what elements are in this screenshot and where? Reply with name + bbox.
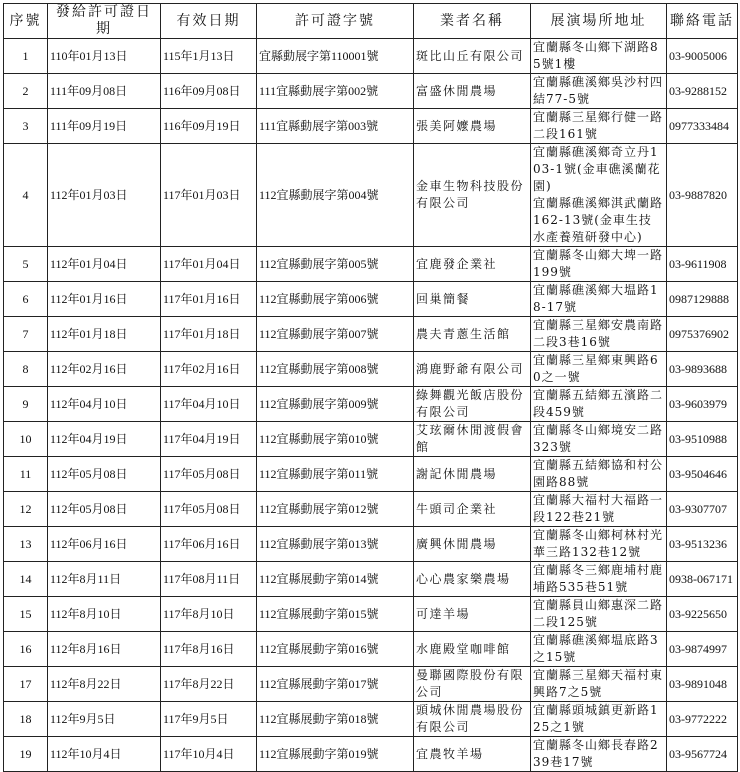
valid-date-cell: 117年02月16日 (161, 352, 257, 387)
address-cell: 宜蘭縣五結鄉五濱路二段459號 (531, 387, 667, 422)
issue-date-cell: 112年8月11日 (48, 562, 161, 597)
valid-date-cell: 116年09月08日 (161, 74, 257, 109)
table-row (4, 109, 738, 144)
valid-date-cell: 117年01月16日 (161, 282, 257, 317)
phone-cell: 0975376902 (667, 317, 738, 352)
table-row (4, 457, 738, 492)
phone-cell: 03-9307707 (667, 492, 738, 527)
table-row (4, 527, 738, 562)
address-line-1: 宜蘭縣礁溪鄉奇立丹103-1號(金車礁溪蘭花園) (533, 145, 661, 193)
seq-cell: 19 (4, 737, 48, 772)
permit-no-cell: 112宜縣動展字第011號 (257, 457, 414, 492)
issue-date-cell: 112年9月5日 (48, 702, 161, 737)
operator-name-cell: 曼聯國際股份有限公司 (414, 667, 531, 702)
address-cell: 宜蘭縣三星鄉東興路60之一號 (531, 352, 667, 387)
valid-date-cell: 117年01月03日 (161, 144, 257, 247)
phone-cell: 03-9887820 (667, 144, 738, 247)
issue-date-cell: 112年8月10日 (48, 597, 161, 632)
address-cell: 宜蘭縣員山鄉惠深二路二段125號 (531, 597, 667, 632)
valid-date-cell: 117年8月10日 (161, 597, 257, 632)
valid-date-cell: 117年01月18日 (161, 317, 257, 352)
valid-date-cell: 115年1月13日 (161, 39, 257, 74)
operator-name-cell: 艾玹爾休閒渡假會館 (414, 422, 531, 457)
header-address: 展演場所地址 (531, 4, 667, 39)
address-cell: 宜蘭縣三星鄉行健一路二段161號 (531, 109, 667, 144)
permit-no-cell: 宜縣動展字第110001號 (257, 39, 414, 74)
operator-name-cell: 綠舞觀光飯店股份有限公司 (414, 387, 531, 422)
table-row (4, 387, 738, 422)
seq-cell: 13 (4, 527, 48, 562)
issue-date-cell: 112年04月19日 (48, 422, 161, 457)
address-cell: 宜蘭縣三星鄉天福村東興路7之5號 (531, 667, 667, 702)
operator-name-cell: 宜農牧羊場 (414, 737, 531, 772)
operator-name-cell: 鴻鹿野爺有限公司 (414, 352, 531, 387)
table-row (4, 282, 738, 317)
permit-no-cell: 112宜縣展動字第014號 (257, 562, 414, 597)
issue-date-cell: 112年8月22日 (48, 667, 161, 702)
permit-no-cell: 112宜縣動展字第009號 (257, 387, 414, 422)
valid-date-cell: 117年04月10日 (161, 387, 257, 422)
issue-date-cell: 111年09月19日 (48, 109, 161, 144)
issue-date-cell: 112年01月18日 (48, 317, 161, 352)
table-row (4, 667, 738, 702)
phone-cell: 0987129888 (667, 282, 738, 317)
permit-no-cell: 112宜縣動展字第005號 (257, 247, 414, 282)
operator-name-cell: 牛頭司企業社 (414, 492, 531, 527)
table-row (4, 74, 738, 109)
issue-date-cell: 112年8月16日 (48, 632, 161, 667)
permit-no-cell: 112宜縣動展字第013號 (257, 527, 414, 562)
issue-date-cell: 112年01月04日 (48, 247, 161, 282)
table-row (4, 737, 738, 772)
phone-cell: 03-9567724 (667, 737, 738, 772)
operator-name-cell: 頭城休閒農場股份有限公司 (414, 702, 531, 737)
seq-cell: 1 (4, 39, 48, 74)
address-cell (531, 144, 667, 247)
phone-cell: 0938-067171 (667, 562, 738, 597)
operator-name-cell: 水鹿殿堂咖啡館 (414, 632, 531, 667)
seq-cell: 17 (4, 667, 48, 702)
seq-cell: 7 (4, 317, 48, 352)
seq-cell: 9 (4, 387, 48, 422)
seq-cell: 11 (4, 457, 48, 492)
phone-cell: 03-9288152 (667, 74, 738, 109)
table-row (4, 144, 738, 247)
permit-no-cell: 112宜縣展動字第018號 (257, 702, 414, 737)
operator-name-cell: 謝記休閒農場 (414, 457, 531, 492)
seq-cell: 16 (4, 632, 48, 667)
operator-name-cell: 富盛休閒農場 (414, 74, 531, 109)
seq-cell: 18 (4, 702, 48, 737)
permit-table (3, 3, 738, 772)
permit-no-cell: 111宜縣動展字第002號 (257, 74, 414, 109)
operator-name-cell: 張美阿嬤農場 (414, 109, 531, 144)
header-phone: 聯絡電話 (667, 4, 738, 39)
phone-cell: 03-9005006 (667, 39, 738, 74)
address-cell: 宜蘭縣冬山鄉境安二路323號 (531, 422, 667, 457)
table-row (4, 562, 738, 597)
table-row (4, 317, 738, 352)
valid-date-cell: 117年04月19日 (161, 422, 257, 457)
address-cell: 宜蘭縣冬山鄉長春路239巷17號 (531, 737, 667, 772)
phone-cell: 03-9893688 (667, 352, 738, 387)
phone-cell: 03-9513236 (667, 527, 738, 562)
phone-cell: 03-9225650 (667, 597, 738, 632)
valid-date-cell: 117年05月08日 (161, 457, 257, 492)
permit-no-cell: 112宜縣展動字第015號 (257, 597, 414, 632)
valid-date-cell: 117年9月5日 (161, 702, 257, 737)
table-row (4, 39, 738, 74)
address-cell: 宜蘭縣礁溪鄉塭底路3之15號 (531, 632, 667, 667)
operator-name-cell: 金車生物科技股份有限公司 (414, 144, 531, 247)
permit-no-cell: 112宜縣動展字第007號 (257, 317, 414, 352)
header-permit-no: 許可證字號 (257, 4, 414, 39)
table-row (4, 422, 738, 457)
issue-date-cell: 112年02月16日 (48, 352, 161, 387)
table-row (4, 247, 738, 282)
phone-cell: 03-9504646 (667, 457, 738, 492)
seq-cell: 15 (4, 597, 48, 632)
address-cell: 宜蘭縣三星鄉安農南路二段3巷16號 (531, 317, 667, 352)
header-issue-date: 發給許可證日期 (48, 4, 161, 39)
seq-cell: 12 (4, 492, 48, 527)
address-cell: 宜蘭縣冬山鄉下湖路85號1樓 (531, 39, 667, 74)
permit-no-cell: 112宜縣展動字第017號 (257, 667, 414, 702)
valid-date-cell: 117年8月22日 (161, 667, 257, 702)
seq-cell: 10 (4, 422, 48, 457)
header-operator-name: 業者名稱 (414, 4, 531, 39)
issue-date-cell: 111年09月08日 (48, 74, 161, 109)
issue-date-cell: 112年06月16日 (48, 527, 161, 562)
address-cell: 宜蘭縣冬三鄉鹿埔村鹿埔路535巷51號 (531, 562, 667, 597)
header-seq: 序號 (4, 4, 48, 39)
issue-date-cell: 112年01月16日 (48, 282, 161, 317)
address-cell: 宜蘭縣礁溪鄉吳沙村四結77-5號 (531, 74, 667, 109)
header-valid-date: 有效日期 (161, 4, 257, 39)
issue-date-cell: 110年01月13日 (48, 39, 161, 74)
address-line-2: 宜蘭縣礁溪鄉淇武蘭路162-13號(金車生技水產養殖研發中心) (533, 196, 664, 244)
seq-cell: 6 (4, 282, 48, 317)
phone-cell: 03-9611908 (667, 247, 738, 282)
issue-date-cell: 112年04月10日 (48, 387, 161, 422)
issue-date-cell: 112年05月08日 (48, 492, 161, 527)
address-cell: 宜蘭縣五結鄉協和村公園路88號 (531, 457, 667, 492)
operator-name-cell: 可達羊場 (414, 597, 531, 632)
table-row (4, 702, 738, 737)
permit-no-cell: 112宜縣展動字第019號 (257, 737, 414, 772)
valid-date-cell: 117年08月11日 (161, 562, 257, 597)
table-row (4, 597, 738, 632)
operator-name-cell: 廣興休閒農場 (414, 527, 531, 562)
seq-cell: 4 (4, 144, 48, 247)
seq-cell: 2 (4, 74, 48, 109)
permit-no-cell: 112宜縣動展字第004號 (257, 144, 414, 247)
permit-no-cell: 111宜縣動展字第003號 (257, 109, 414, 144)
address-cell: 宜蘭縣冬山鄉柯林村光華三路132巷12號 (531, 527, 667, 562)
permit-no-cell: 112宜縣展動字第016號 (257, 632, 414, 667)
issue-date-cell: 112年05月08日 (48, 457, 161, 492)
address-cell: 宜蘭縣礁溪鄉大塭路18-17號 (531, 282, 667, 317)
operator-name-cell: 宜鹿發企業社 (414, 247, 531, 282)
phone-cell: 03-9510988 (667, 422, 738, 457)
valid-date-cell: 116年09月19日 (161, 109, 257, 144)
seq-cell: 14 (4, 562, 48, 597)
address-cell: 宜蘭縣頭城鎮更新路125之1號 (531, 702, 667, 737)
seq-cell: 3 (4, 109, 48, 144)
permit-no-cell: 112宜縣動展字第008號 (257, 352, 414, 387)
address-cell: 宜蘭縣大福村大福路一段122巷21號 (531, 492, 667, 527)
table-row (4, 632, 738, 667)
seq-cell: 5 (4, 247, 48, 282)
operator-name-cell: 回巢簡餐 (414, 282, 531, 317)
valid-date-cell: 117年06月16日 (161, 527, 257, 562)
valid-date-cell: 117年8月16日 (161, 632, 257, 667)
issue-date-cell: 112年01月03日 (48, 144, 161, 247)
operator-name-cell: 農夫青蔥生活館 (414, 317, 531, 352)
issue-date-cell: 112年10月4日 (48, 737, 161, 772)
permit-no-cell: 112宜縣動展字第010號 (257, 422, 414, 457)
header-row (4, 4, 738, 39)
operator-name-cell: 心心農家樂農場 (414, 562, 531, 597)
table-row (4, 492, 738, 527)
table-row (4, 352, 738, 387)
valid-date-cell: 117年05月08日 (161, 492, 257, 527)
phone-cell: 03-9874997 (667, 632, 738, 667)
permit-no-cell: 112宜縣動展字第012號 (257, 492, 414, 527)
valid-date-cell: 117年10月4日 (161, 737, 257, 772)
phone-cell: 03-9891048 (667, 667, 738, 702)
phone-cell: 03-9603979 (667, 387, 738, 422)
seq-cell: 8 (4, 352, 48, 387)
permit-no-cell: 112宜縣動展字第006號 (257, 282, 414, 317)
phone-cell: 03-9772222 (667, 702, 738, 737)
valid-date-cell: 117年01月04日 (161, 247, 257, 282)
operator-name-cell: 斑比山丘有限公司 (414, 39, 531, 74)
phone-cell: 0977333484 (667, 109, 738, 144)
address-cell: 宜蘭縣冬山鄉大埤一路199號 (531, 247, 667, 282)
